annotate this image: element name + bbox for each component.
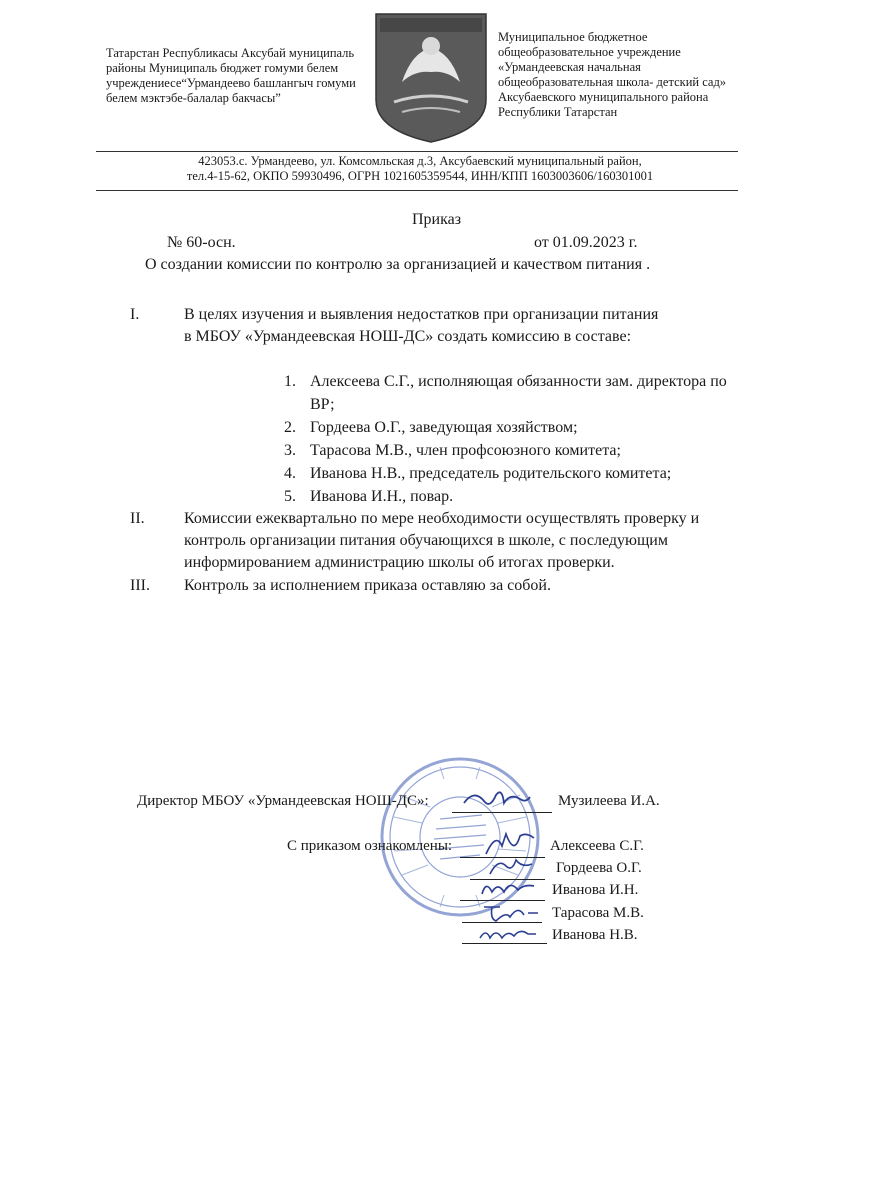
section-2-line-1: Комиссии ежеквартально по мере необходимости осуществлять проверку и: [184, 510, 700, 527]
address-line-1: 423053.с. Урмандеево, ул. Комсомльская д.3, Аксубаевский муниципальный район,: [198, 154, 642, 168]
section-1-line-1: В целях изучения и выявления недостатков при организации питания: [184, 306, 659, 323]
director-signature-icon: [460, 785, 532, 815]
acquainted-name-3: Иванова И.Н.: [552, 882, 639, 898]
section-3-numeral: III.: [130, 577, 150, 594]
acquainted-name-1: Алексеева С.Г.: [550, 838, 644, 854]
order-number: № 60-осн.: [167, 234, 236, 251]
section-2-line-2: контроль организации питания обучающихся в школе, с последующим: [184, 532, 668, 549]
list-item-number: 3.: [284, 442, 296, 459]
order-date: от 01.09.2023 г.: [534, 234, 638, 251]
section-1-text: [184, 304, 759, 348]
order-title: Приказ: [411, 211, 462, 228]
section-1-numeral: I.: [130, 306, 140, 323]
list-item: [284, 370, 774, 416]
list-item-number: 1.: [284, 373, 296, 390]
list-item-number: 5.: [284, 488, 296, 505]
header-left-tatar: Татарстан Республикасы Аксубай муниципаль районы Муниципаль бюджет гомуми белем учреждениесе“Урмандеево башлангыч гомуми белем мэктэбе-балалар бакчасы”: [106, 46, 356, 105]
header-divider-top: [96, 151, 738, 152]
section-2-line-3: информированием администрацию школы об итогах проверки.: [184, 554, 615, 571]
list-item-text: Тарасова М.В., член профсоюзного комитета;: [310, 442, 621, 459]
header-right-russian: Муниципальное бюджетное общеобразовательное учреждение «Урмандеевская начальная общеобразовательная школа- детский сад» Аксубаевского муниципального района Республики Татарстан: [498, 30, 727, 119]
coat-of-arms-emblem: [372, 12, 490, 144]
list-item-text-cont: ВР;: [310, 396, 335, 413]
section-2-text: [184, 508, 759, 574]
header-divider-bottom: [96, 190, 738, 191]
list-item-number: 2.: [284, 419, 296, 436]
acquainted-name-4: Тарасова М.В.: [552, 905, 644, 921]
list-item-number: 4.: [284, 465, 296, 482]
coat-of-arms-icon: [372, 12, 490, 144]
address-line-2: тел.4-15-62, ОКПО 59930496, ОГРН 1021605359544, ИНН/КПП 1603003606/160301001: [186, 169, 654, 183]
list-item-text: Алексеева С.Г., исполняющая обязанности зам. директора по: [310, 373, 727, 390]
list-item-text: Иванова И.Н., повар.: [310, 488, 454, 505]
acquainted-name-5: Иванова Н.В.: [552, 927, 638, 943]
list-item: [284, 485, 774, 508]
director-name: Музилеева И.А.: [558, 793, 660, 809]
list-item: [284, 439, 774, 462]
section-1-line-2: в МБОУ «Урмандеевская НОШ-ДС» создать комиссию в составе:: [184, 328, 632, 345]
section-3-text: Контроль за исполнением приказа оставляю за собой.: [184, 577, 551, 594]
section-2-numeral: II.: [130, 510, 145, 527]
order-subject: О создании комиссии по контролю за организацией и качеством питания .: [145, 256, 651, 273]
director-label: Директор МБОУ «Урмандеевская НОШ-ДС»:: [137, 793, 429, 809]
list-item: [284, 462, 774, 485]
acquainted-name-2: Гордеева О.Г.: [556, 860, 642, 876]
list-item-text: Иванова Н.В., председатель родительского комитета;: [310, 465, 672, 482]
list-item-text: Гордеева О.Г., заведующая хозяйством;: [310, 419, 578, 436]
commission-members-list: [284, 370, 774, 508]
list-item: [284, 416, 774, 439]
signature-icon: [476, 920, 540, 946]
acquainted-label: С приказом ознакомлены:: [287, 838, 453, 854]
